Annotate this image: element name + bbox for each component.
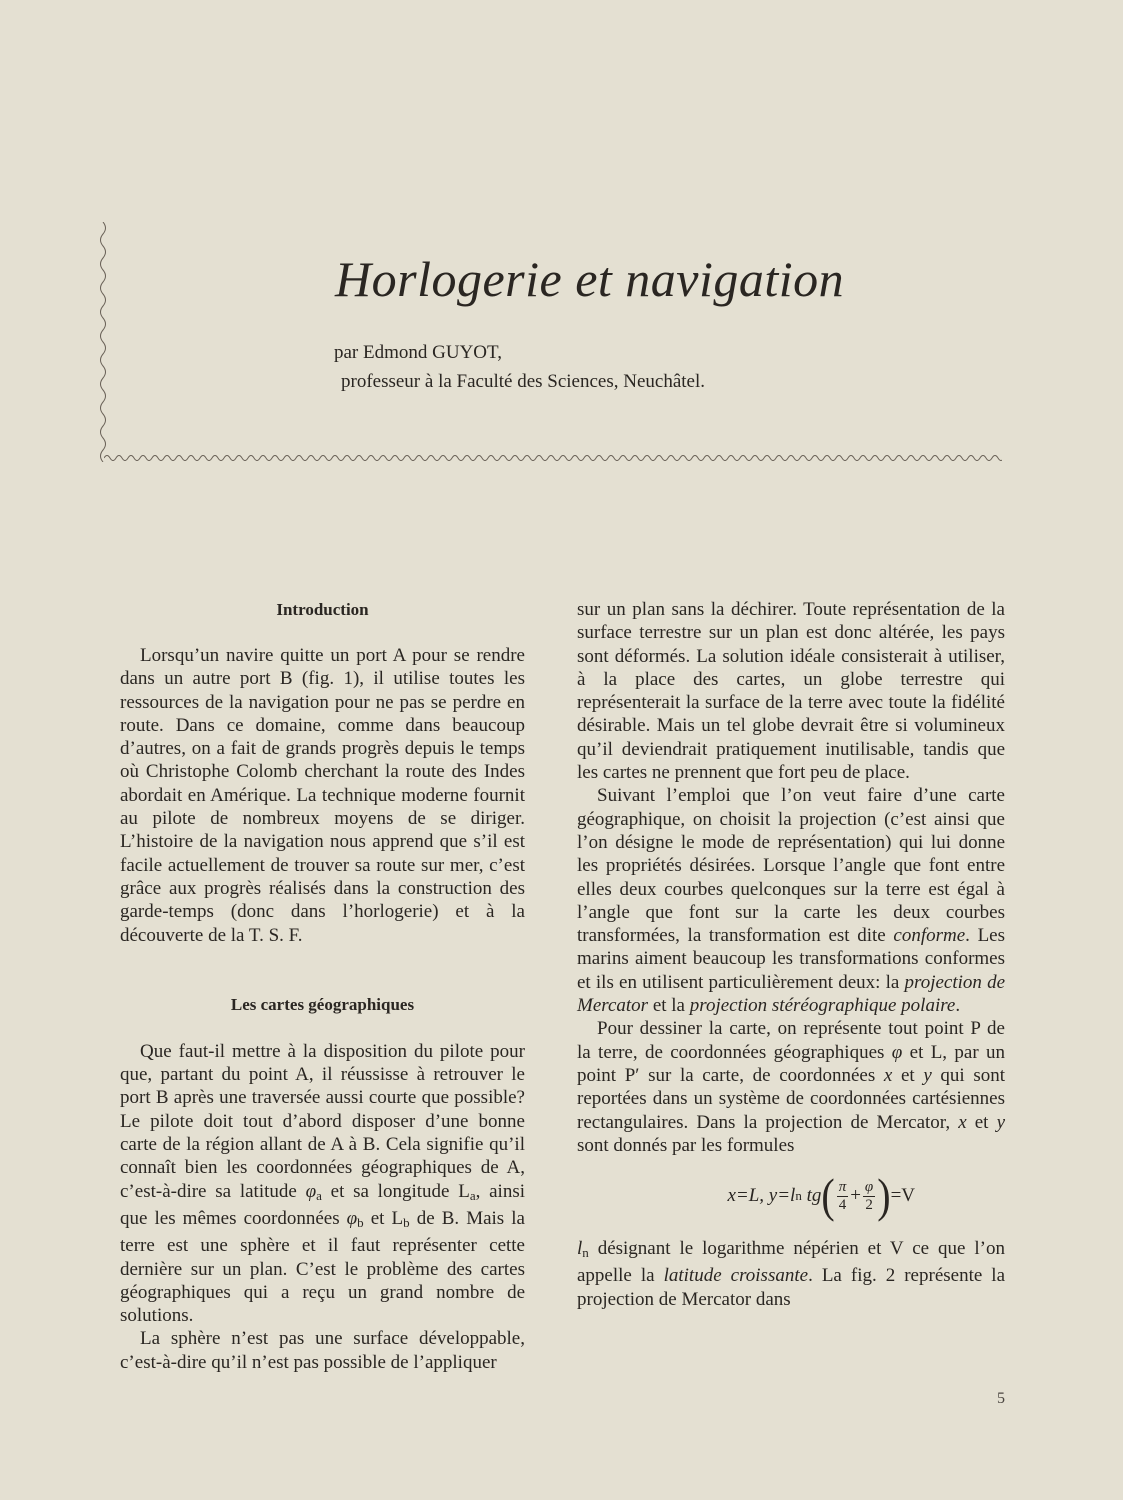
section-heading-introduction: Introduction [276,600,369,619]
right-column [577,598,1005,1311]
section-heading-cartes: Les cartes géographiques [230,994,415,1014]
right-paragraph-4: $l_n$ désignant le logarithme népérien et V ce que l’on appelle la latitude croissante. La fig. 2 représente la projection de Mercator dans [577,1238,1006,1310]
cartes-paragraph-1: Que faut-il mettre à la disposition du pilote pour que, partant du point A, il réussisse à retrouver le port B après une traversée aussi courte que possible? Le pilote doit tout d’abord disposer d’une bonne carte de la région allant de A à B. Cela signifie qu’il connaît bien les coordonnées géographiques de A, c’est-à-dire sa latitude $\varphi_a$ et sa longitude $L_a$, ainsi que les mêmes coordonnées $\varphi_b$ et $L_b$ de B. Mais la terre est une sphère et il faut représenter cette dernière sur un plan. C’est le problème des cartes géographiques qui a reçu un grand nombre de solutions. [120,1040,525,1327]
formula-lhs: x=L, y= [727,1185,791,1207]
left-column [120,598,525,1374]
right-paragraph-2: Suivant l’emploi que l’on veut faire d’une carte géographique, on choisit la projection (c’est ainsi que l’on désigne le mode de représentation) qui lui donne les propriétés désirées. Lorsque l’angle que font entre elles deux courbes quelconques sur la terre est égal à l’angle que font sur la carte les deux courbes transformées, la transformation est dite conforme. Les marins aiment beaucoup les transformations conformes et ils en utilisent particulièrement deux: la projection de Mercator et la projection stéréographique polaire. [577,785,1006,1017]
page-number: 5 [997,1390,1005,1407]
right-paragraph-3: Pour dessiner la carte, on représente tout point P de la terre, de coordonnées géographiques φ et L, par un point P′ sur la carte, de coordonnées x et y qui sont reportées dans un système de coordonnées cartésiennes rectangulaires. Dans la projection de Mercator, x et y sont donnés par les formules [577,1018,1006,1156]
fraction-phi-over-2: $\frac{\varphi}{2}$ [864,1178,874,1213]
author-affiliation: professeur à la Faculté des Sciences, Neuchâtel. [341,371,706,392]
article-title: Horlogerie et navigation [335,251,845,307]
intro-paragraph: Lorsqu’un navire quitte un port A pour se rendre dans un autre port B (fig. 1), il utilise toutes les ressources de la navigation pour ne pas se perdre en route. Dans ce domaine, comme dans beaucoup d’autres, on a fait de grands progrès depuis le temps où Christophe Colomb cherchant la route des Indes abordait en Amérique. La technique moderne fournit au pilote de nombreux moyens de se diriger. L’histoire de la navigation nous apprend que s’il est facile actuellement de trouver sa route sur mer, c’est grâce aux progrès réalisés dans la construction des garde-temps (donc dans l’horlogerie) et à la découverte de la T. S. F. [120,645,525,946]
fraction-pi-over-4: $\frac{\pi}{4}$ [838,1178,847,1213]
article-author: par Edmond GUYOT, [334,342,502,363]
mercator-formula: x=L, y= l n tg ( $\frac{\pi}{4}$ + $\frac{\varphi}{2}$ ) =V [727,1168,915,1223]
decorative-wave-border-bottom [104,452,1002,464]
right-paragraph-1: sur un plan sans la déchirer. Toute représentation de la surface terrestre sur un plan est donc altérée, les pays sont déformés. La solution idéale consisterait à utiliser, à la place des cartes, un globe terrestre qui représenterait la surface de la terre avec toute la fidélité désirable. Mais un tel globe devrait être si volumineux qu’il deviendrait pratiquement inutilisable, tandis que les cartes ne prennent que fort peu de place. [577,599,1005,784]
decorative-wave-border-left [96,222,110,462]
cartes-paragraph-2: La sphère n’est pas une surface développable, c’est-à-dire qu’il n’est pas possible de l’appliquer [120,1328,525,1373]
